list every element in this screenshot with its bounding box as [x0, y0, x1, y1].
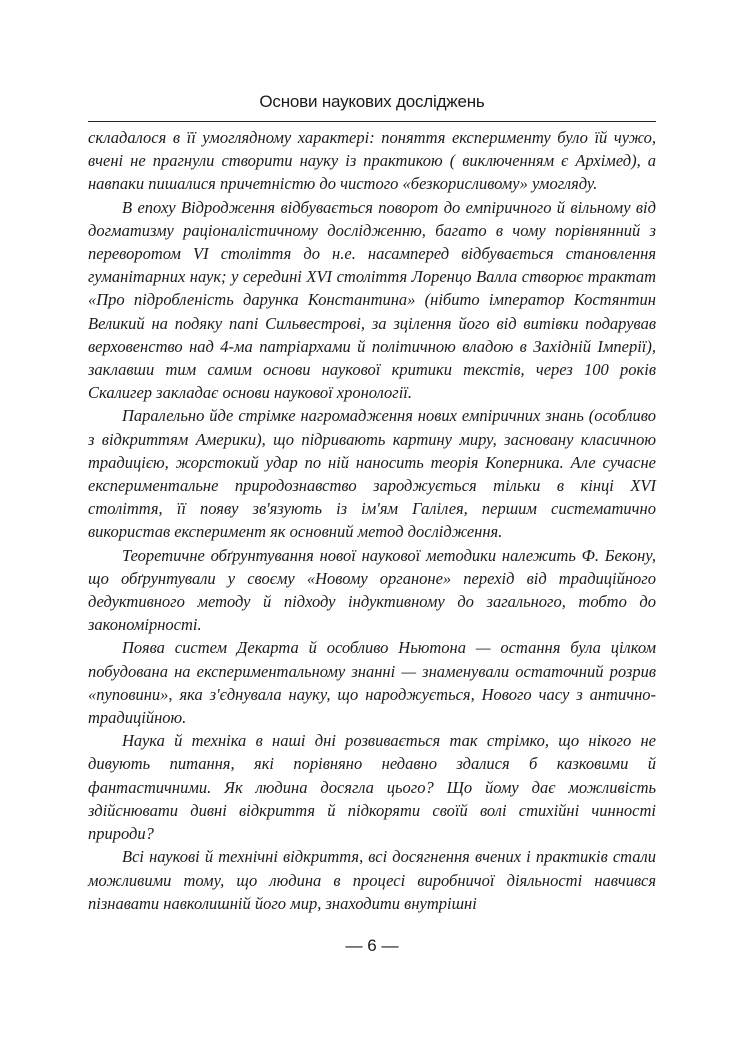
paragraph-empirical-knowledge: Паралельно йде стрімке нагромадження нових емпіричних знань (особливо з відкриттям Америки), що підривають картину миру, засновану класичною традицією, жорстокий удар по ній наносить теорія Коперника. Але сучасне експериментальне природознавство зароджується тільки в кінці XVI століття, її появу зв'язують із ім'ям Галілея, першим систематично використав експеримент як основний метод дослідження.: [88, 406, 656, 542]
page-number: — 6 —: [345, 936, 399, 955]
paragraph-science-technology: Наука й техніка в наші дні розвивається так стрімко, що нікого не дивують питання, які порівняно недавно здалися б казковими й фантастичними. Як людина досягла цього? Що йому дає можливість здійснювати дивні відкриття й підкоряти своїй волі стихійні чинності природи?: [88, 731, 656, 844]
paragraph-discoveries: Всі наукові й технічні відкриття, всі досягнення вчених і практиків стали можливими тому, що людина в процесі виробничої діяльності навчився пізнавати навколишній його мир, знаходити внутрішні: [88, 847, 656, 913]
paragraph-continued: складалося в її умоглядному характері: поняття експерименту було їй чужо, вчені не прагнули створити науку із практикою ( виключенням є Архімед), а навпаки пишалися причетністю до чистого «безкорисливому» умогляду.: [88, 128, 656, 194]
header-rule: [88, 121, 656, 122]
running-head-title: Основи наукових досліджень: [259, 92, 485, 111]
paragraph-descartes-newton: Поява систем Декарта й особливо Ньютона — остання була цілком побудована на експериментальному знанні — знаменували остаточний розрив «пуповини», яка з'єднувала науку, що народжується, Нового часу з антично-традиційною.: [88, 638, 656, 728]
paragraph-renaissance: В епоху Відродження відбувається поворот до емпіричного й вільному від догматизму раціоналістичному дослідженню, багато в чому порівнянний з переворотом VI століття до н.е. насамперед відбувається становлення гуманітарних наук; у середині XVI століття Лоренцо Валла створює трактат «Про підробленість дарунка Константина» (нібито імператор Костянтин Великий на подяку папі Сильвестрові, за зцілення його від витівки подарував верховенство над 4-ма патріархами й політичною владою в Західній Імперії), заклавши тим самим основи наукової критики текстів, через 100 років Скалигер закладає основи наукової хронології.: [88, 197, 656, 403]
paragraph-bacon: Теоретичне обґрунтування нової наукової методики належить Ф. Бекону, що обґрунтували у своєму «Новому органоне» перехід від традиційного дедуктивного методу й підходу індуктивному до загального, тобто до закономірності.: [88, 545, 656, 635]
body-text: [88, 126, 656, 915]
